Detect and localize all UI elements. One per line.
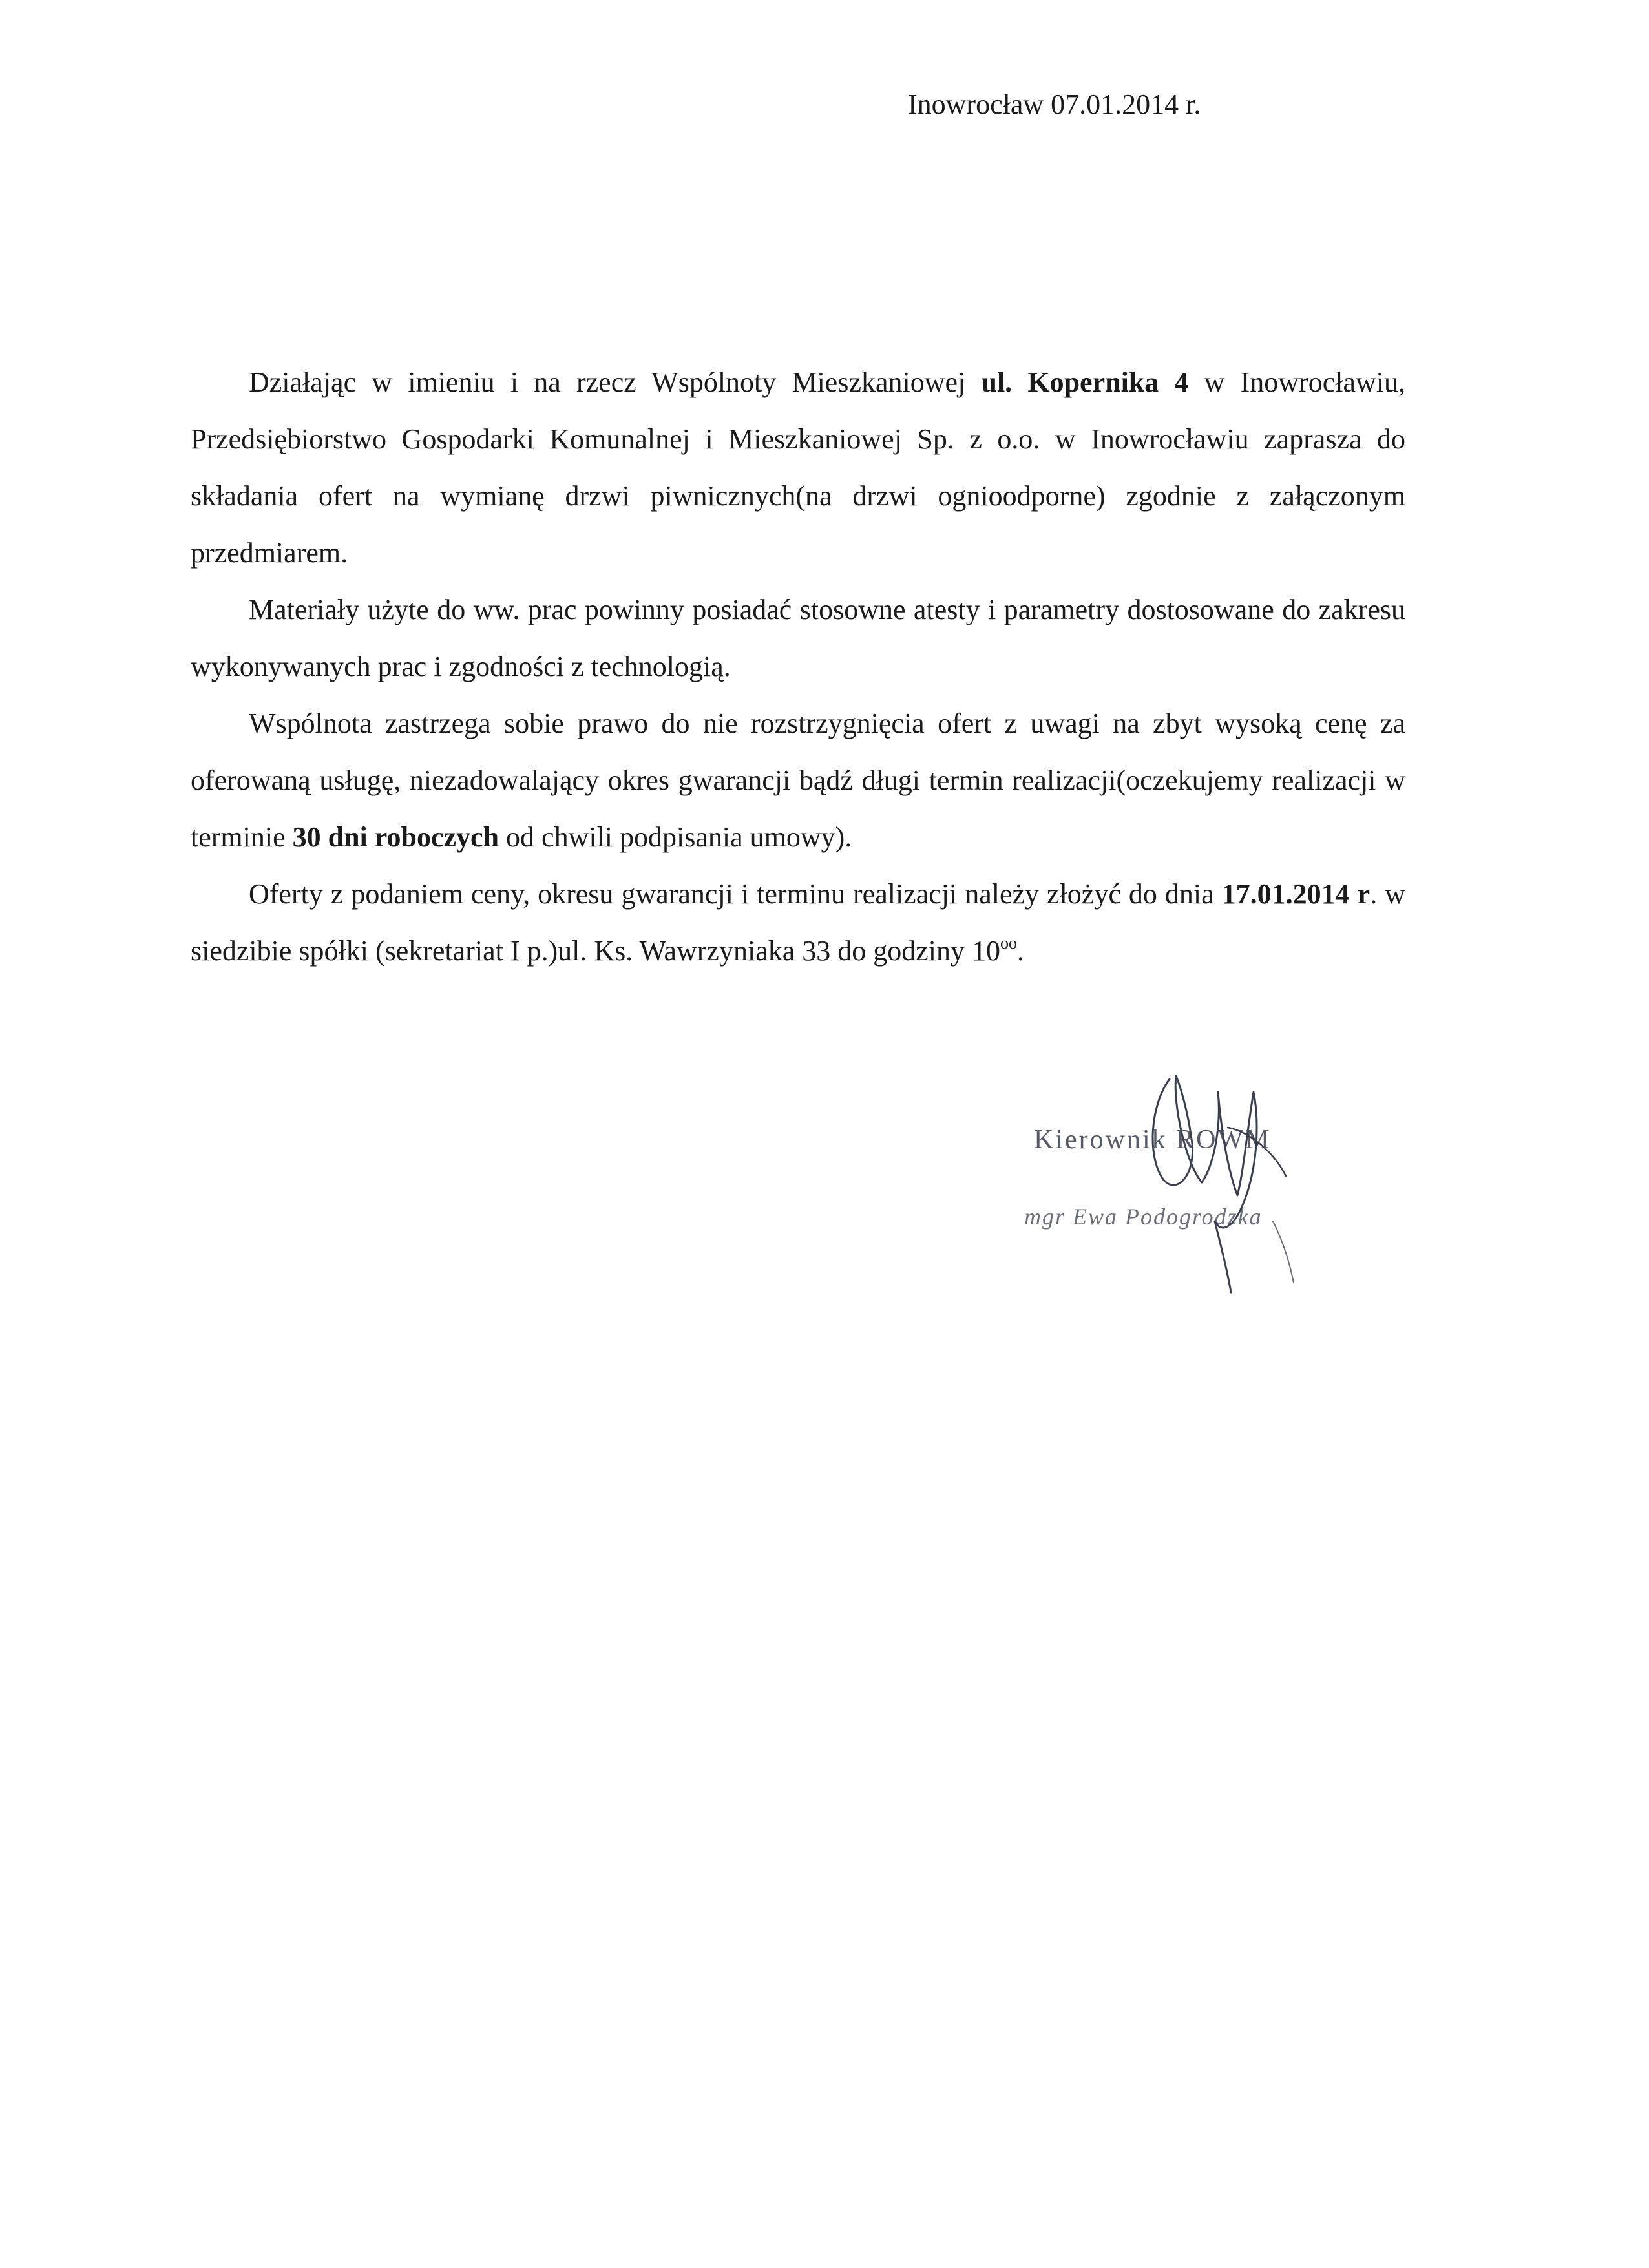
paragraph-4 [191, 866, 1405, 980]
paragraph-4-text-b: . w siedzibie spółki (sekretariat I p.)ul. Ks. Wawrzyniaka 33 do godziny 10 [191, 878, 1406, 967]
paragraph-3 [191, 695, 1405, 866]
stamp-position: Kierownik ROWM [1034, 1125, 1272, 1155]
paragraph-2: Materiały użyte do ww. prac powinny posiadać stosowne atesty i parametry dostosowane do zakresu wykonywanych prac i zgodności z technologią. [191, 594, 1405, 682]
paragraph-1-text-a: Działając w imieniu i na rzecz Wspólnoty Mieszkaniowej [249, 366, 982, 398]
place-and-date: Inowrocław 07.01.2014 r. [908, 89, 1201, 120]
handwritten-signature [1124, 1066, 1318, 1299]
paragraph-3-text-a: Wspólnota zastrzega sobie prawo do nie rozstrzygnięcia ofert z uwagi na zbyt wysoką cenę za oferowaną usługę, niezadowalający okres gwarancji bądź długi termin realizacji(oczekujemy realizacji w terminie [191, 708, 1405, 853]
paragraph-4-superscript: oo [1000, 934, 1017, 952]
paragraph-1-address: ul. Kopernika 4 [981, 366, 1189, 398]
stamp-name: mgr Ewa Podogrodzka [1024, 1204, 1263, 1230]
paragraph-4-text-a: Oferty z podaniem ceny, okresu gwarancji i terminu realizacji należy złożyć do dnia [249, 878, 1222, 910]
paragraph-3-deadline: 30 dni roboczych [292, 821, 499, 853]
paragraph-1 [191, 354, 1405, 582]
paragraph-4-text-c: . [1017, 935, 1024, 967]
paragraph-3-text-b: od chwili podpisania umowy). [499, 821, 852, 853]
paragraph-4-date: 17.01.2014 r [1221, 878, 1371, 910]
paragraph-1-text-b: w Inowrocławiu, Przedsiębiorstwo Gospodarki Komunalnej i Mieszkaniowej Sp. z o.o. w Inowrocławiu zaprasza do składania ofert na wymianę drzwi piwnicznych(na drzwi ognioodporne) zgodnie z załączonym przedmiarem. [191, 366, 1405, 569]
letter-body [191, 354, 1405, 980]
